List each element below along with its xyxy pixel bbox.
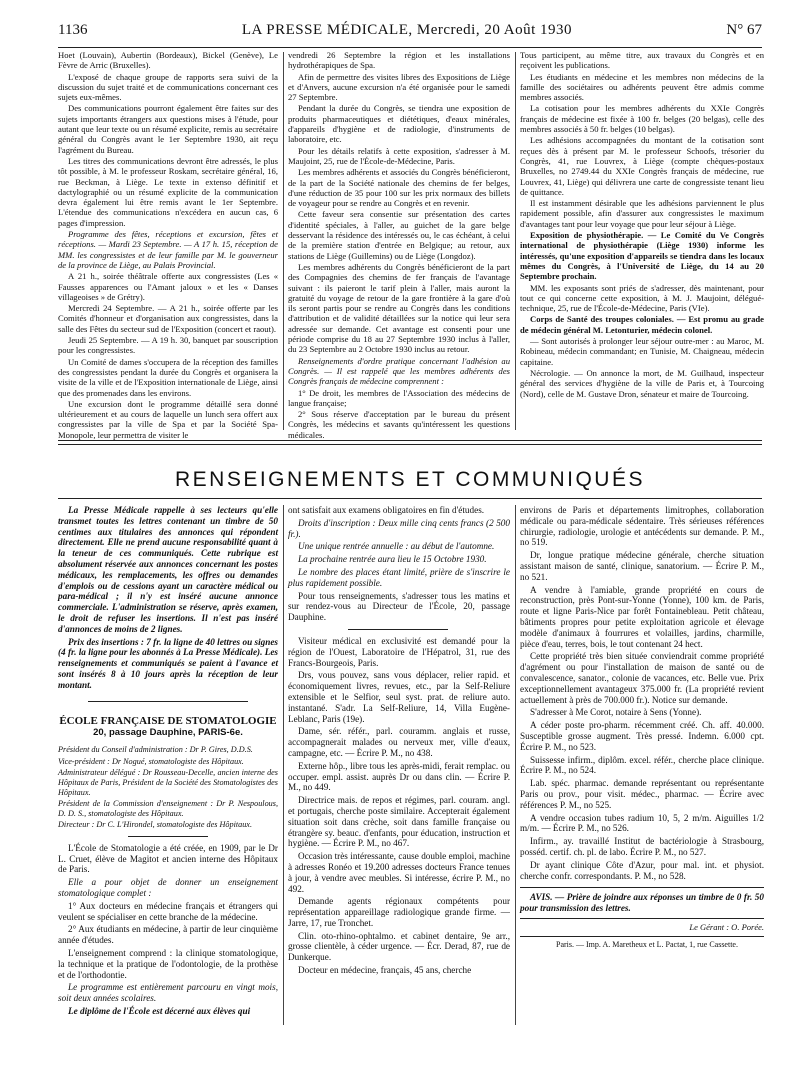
separator xyxy=(520,936,764,937)
paragraph: Les adhésions accompagnées du montant de la cotisation sont reçues dès à présent par M. le professeur Schoofs, trésorier du Congrès, 41, rue Louvrex, à Liège (compte chèques-postaux Bruxelles, no 2749.44 du XXIe Congrès français de médecine, rue Louvrex, 41, Liège) qui délivrera une carte de congressiste tenant lieu de quittance. xyxy=(520,135,764,197)
separator xyxy=(128,836,208,837)
classified-ad: A céder poste pro-pharm. récemment créé. Ch. aff. 40.000. Susceptible grosse augment. Très pressé. Indemn. 6.000 cpt. Écrire P. M., no 523. xyxy=(520,720,764,752)
paragraph: Elle a pour objet de donner un enseignement stomatologique complet : xyxy=(58,877,278,899)
imprint-line: Paris. — Imp. A. Maretheux et L. Pactat, 1, rue Cassette. xyxy=(556,939,738,949)
notice-prices: Prix des insertions : 7 fr. la ligne de 40 lettres ou signes (4 fr. la ligne pour les abonnés à La Presse Médicale). Les renseignements et communiqués se paient à l'avance et sont insérés 8 à 10 jours après la réception de leur montant. xyxy=(58,636,278,690)
classified-ad: S'adresser à Me Corot, notaire à Sens (Yonne). xyxy=(530,707,702,718)
paragraph: Les membres adhérents et associés du Congrès bénéficieront, de la part de la Société nationale des chemins de fer belges, d'une réduction de 35 pour 100 sur les prix normaux des billets de voyageur pour se rendre au Congrès et en revenir. xyxy=(288,167,510,209)
column-divider xyxy=(515,52,516,430)
paragraph: 2° Aux étudiants en médecine, à partir de leur cinquième année d'études. xyxy=(58,924,278,946)
paragraph: Corps de Santé des troupes coloniales. — Est promu au grade de médecin général M. Letonturier, médecin colonel. xyxy=(520,314,764,335)
paragraph: Il est instamment désirable que les adhésions parviennent le plus rapidement possible, afin d'assurer aux congressistes le maximum d'avantages tant pour leur voyage que pour leur séjour à Liège. xyxy=(520,198,764,229)
school-title: ÉCOLE FRANÇAISE DE STOMATOLOGIE xyxy=(59,714,277,727)
officer-line: Président de la Commission d'enseignement : Dr P. Nespoulous, D. D. S., stomatologiste des Hôpitaux. xyxy=(58,799,278,818)
paragraph: 1° Aux docteurs en médecine français et étrangers qui veulent se spécialiser en cette branche de la médecine. xyxy=(58,900,278,922)
paragraph: Une excursion dont le programme détaillé sera donné ultérieurement et au cours de laquelle un lunch sera offert aux congressistes par la ville de Spa et par la Société Spa-Monopole, leur permettra de visiter le xyxy=(58,398,278,440)
paragraph: Droits d'inscription : Deux mille cinq cents francs (2 500 fr.). xyxy=(288,517,510,539)
paragraph: Les étudiants en médecine et les membres non médecins de la famille des sociétaires ou adhérents peuvent être admis comme membres associés. xyxy=(520,71,764,103)
avis-notice: AVIS. — Prière de joindre aux réponses un timbre de 0 fr. 50 pour transmission des lettres. xyxy=(520,892,764,914)
separator xyxy=(520,887,764,888)
paragraph: Pour tous renseignements, s'adresser tous les matins et sur rendez-vous au Directeur de l'École, 20, passage Dauphine. xyxy=(288,590,510,623)
column-divider xyxy=(283,52,284,430)
gerant-line: Le Gérant : O. Porée. xyxy=(689,921,764,932)
paragraph: A 21 h., soirée théâtrale offerte aux congressistes (Les « Fausses apparences ou l'Amant jaloux » et les « Danses villageoises » de Grétry). xyxy=(58,271,278,302)
officer-line: Directeur : Dr C. L'Hirondel, stomatologiste des Hôpitaux. xyxy=(58,820,252,830)
page-header xyxy=(58,22,762,48)
officer-line: Vice-président : Dr Nogué, stomatologiste des Hôpitaux. xyxy=(58,756,244,766)
officer-line: Président du Conseil d'administration : Dr P. Gires, D.D.S. xyxy=(58,745,253,755)
paragraph: Le diplôme de l'École est décerné aux élèves qui xyxy=(68,1006,251,1017)
classified-ad: Visiteur médical en exclusivité est demandé pour la région de l'Ouest, Laboratoire de l'Hépatrol, 31, rue des Francs-Bourgeois, Paris. xyxy=(288,635,510,668)
classified-ad: Directrice mais. de repos et régimes, parl. couram. angl. et portugais, cherche poste similaire. Accepterait également situation soit dans crèche, soit dans famille française ou étrangère sy. beauc. d'enfants, pour éducation, instruction et hygiène. — Écrire P. M., no 467. xyxy=(288,795,510,849)
paragraph: Le programme est entièrement parcouru en vingt mois, soit deux années scolaires. xyxy=(58,982,278,1004)
paragraph: Afin de permettre des visites libres des Expositions de Liège et d'Anvers, aucune excursion n'a été organisée pour le samedi 27 Septembre. xyxy=(288,71,510,103)
classified-ad: Occasion très intéressante, cause double emploi, machine à adresses Ronéo et 19.200 adresses docteurs France tenues à jour, à vendre avec meubles. Si intéresse, écrire P. M., no 492. xyxy=(288,851,510,894)
paragraph: L'École de Stomatologie a été créée, en 1909, par le Dr L. Cruet, élève de Magitot et ancien interne des Hôpitaux de Paris. xyxy=(58,842,278,875)
classified-ad: Cette propriété très bien située conviendrait comme propriété d'agrément ou pour l'installation de maison de santé ou de convalescence, sanator., colonie de vacances, etc. Belle vue. Prix exceptionnellement avantageux 375.000 fr. (La propriété revient actuellement à près de 700.000 fr.). Notice sur demande. xyxy=(520,651,764,705)
classified-ad: Demande agents régionaux compétents pour représentation appareillage radiologique grande firme. — Jarre, 17, rue Tronchet. xyxy=(288,896,510,928)
paragraph: Renseignements d'ordre pratique concernant l'adhésion au Congrès. — Il est rappelé que les membres adhérents des Congrès français de médecine comprennent : xyxy=(288,355,510,387)
paragraph: L'enseignement comprend : la clinique stomatologique, la technique et la pratique de l'odontologie, de la prothèse et de l'orthodontie. xyxy=(58,948,278,980)
paragraph: vendredi 26 Septembre la région et les installations hydrothérapiques de Spa. xyxy=(288,50,510,71)
classified-ad: A vendre occasion tubes radium 10, 5, 2 m/m. Aiguilles 1/2 m/m. — Écrire P. M., no 526. xyxy=(520,812,764,834)
page-number: 1136 xyxy=(58,22,88,38)
paragraph: MM. les exposants sont priés de s'adresser, dès maintenant, pour tout ce qui concerne cette exposition, à M. J. Maujoint, délégué-technique, 25, rue de l'École-de-Médecine, Paris (VIe). xyxy=(520,282,764,314)
classified-ad: Externe hôp., libre tous les après-midi, ferait remplac. ou occuper. empl. assist. auprès Dr ou dans clin. — Écrire P. M., no 449. xyxy=(288,760,510,793)
journal-title-line: LA PRESSE MÉDICALE, Mercredi, 20 Août 1930 xyxy=(241,22,572,38)
classified-ad: Suissesse infirm., diplôm. excel. référ., cherche place clinique. Écrire P. M., no 524. xyxy=(520,754,764,776)
paragraph: Pendant la durée du Congrès, se tiendra une exposition de produits pharmaceutiques et diététiques, d'eaux minérales, d'appareils d'hygiène et de radiologie, d'instruments de laboratoire, etc. xyxy=(288,103,510,145)
classified-ad: Infirm., ay. travaillé Institut de bactériologie à Strasbourg, posséd. certif. ch. pl. de labo. Écrire P. M., no 527. xyxy=(520,836,764,857)
section-rule xyxy=(58,498,762,499)
section-rule xyxy=(58,444,762,445)
paragraph: L'exposé de chaque groupe de rapports sera suivi de la discussion du sujet traité et de communications concernant ces sujets eux-mêmes. xyxy=(58,71,278,103)
officer-line: Administrateur délégué : Dr Rousseau-Decelle, ancien interne des Hôpitaux de Paris, Président de la Société des Stomatologistes des Hôpitaux. xyxy=(58,768,278,797)
issue-number: N° 67 xyxy=(726,22,762,38)
classified-ad: Dr, longue pratique médecine générale, cherche situation assistant maison de santé, clinique, sanatorium. — Écrire P. M., no 521. xyxy=(520,550,764,582)
classified-ad: Clin. oto-rhino-ophtalmo. et cabinet dentaire, 9e arr., grosse clientèle, à céder urgence. — Écr. Derad, 87, rue de Dunkerque. xyxy=(288,930,510,963)
paragraph: La prochaine rentrée aura lieu le 15 Octobre 1930. xyxy=(298,554,487,565)
paragraph: Programme des fêtes, réceptions et excursion, fêtes et réceptions. — Mardi 23 Septembre. — A 17 h. 15, réception de MM. les congressistes et de leur famille par M. le gouverneur de la province de Liège, au Palais Provincial. xyxy=(58,229,278,270)
separator xyxy=(520,918,764,919)
paragraph: Jeudi 25 Septembre. — A 19 h. 30, banquet par souscription pour les congressistes. xyxy=(58,335,278,356)
column-divider xyxy=(515,505,516,1025)
section-rule xyxy=(58,440,762,441)
paragraph: Un Comité de dames s'occupera de la réception des familles des congressistes pendant la durée du Congrès et organisera la visite de la ville et de l'Exposition internationale de Liège, ainsi que des promenades dans les environs. xyxy=(58,356,278,398)
section-banner: RENSEIGNEMENTS ET COMMUNIQUÉS xyxy=(175,468,645,491)
classified-ad: Dame, sér. référ., parl. couramm. anglais et russe, accompagnerait malades ou nerveux mer, ville d'eaux, campagne, etc. — Écrire P. M., no 438. xyxy=(288,726,510,758)
separator xyxy=(348,629,448,630)
paragraph: Nécrologie. — On annonce la mort, de M. Guilhaud, inspecteur général des services d'hygiène de la ville de Paris et, à Tourcoing (Nord), celle de M. Gustave Dron, sénateur et maire de Tourcoing. xyxy=(520,367,764,399)
bottom-column-1 xyxy=(58,505,278,1025)
school-address: 20, passage Dauphine, PARIS-6e. xyxy=(93,727,243,739)
classified-ad: Drs, vous pouvez, sans vous déplacer, relier rapid. et économiquement livres, revues, etc., par la Self-Reliure extensible et le Selfior, seul syst. prat. de reliure auto. instantané. S'adr. La Self-Reliure, 14, Villa Eugène-Leblanc, Paris (19e). xyxy=(288,670,510,724)
paragraph: Mercredi 24 Septembre. — A 21 h., soirée offerte par les Comités d'honneur et d'organisation aux congressistes, dans la salle des Fêtes du secteur sud de l'Exposition (concert et raout). xyxy=(58,303,278,334)
paragraph: Les titres des communications devront être adressés, le plus tôt possible, à M. le professeur Roskam, secrétaire général, 16, rue Beckman, à Liège. Le texte in extenso définitif et dactylographié ou un résumé explicite de la communication devra également lui être remis avant le 1er Septembre. L'étendue des communications n'excédera en aucun cas, 6 pages d'impression. xyxy=(58,155,278,228)
school-officers xyxy=(58,745,278,830)
classified-ad: Dr ayant clinique Côte d'Azur, pour mal. int. et physiot. cherche confr. correspondants. P. M., no 528. xyxy=(520,859,764,881)
classified-ad: Docteur en médecine, français, 45 ans, cherche xyxy=(298,965,472,976)
paragraph: Pour les détails relatifs à cette exposition, s'adresser à M. Maujoint, 25, rue de l'École-de-Médecine, Paris. xyxy=(288,145,510,166)
paragraph: Exposition de physiothérapie. — Le Comité du Ve Congrès international de physiothérapie (Liège 1930) informe les intéressés, qu'une exposition d'appareils se tiendra dans les locaux mêmes du Congrès, à l'Université de Liège, du 14 au 20 Septembre prochain. xyxy=(520,230,764,282)
paragraph: Le nombre des places étant limité, prière de s'inscrire le plus rapidement possible. xyxy=(288,566,510,588)
paragraph: Des communications pourront également être faites sur des sujets importants étrangers aux questions mises à l'étude, pour autant que leur texte ou un résumé explicite, remis au secrétaire général du Congrès avant le 1er Septembre 1930, ait reçu l'agrément du Bureau. xyxy=(58,103,278,155)
paragraph: 2° Sous réserve d'acceptation par le bureau du présent Congrès, les médecins et savants qu'intéressent les questions médicales. xyxy=(288,409,510,440)
classified-ad: A vendre à l'amiable, grande propriété en cours de reconstruction, près Pont-sur-Yonne (Yonne), 100 km. de Paris, route et ligne Paris-Nice par forêt Fontainebleau. Petit château, bâtiments propres pour petite exploitation agricole et élevage modèle d'animaux à fourrures et volailles, jardins, charmille, pièce d'eau, terres, bois, le tout contenant 24 hect. xyxy=(520,584,764,649)
paragraph: 1° De droit, les membres de l'Association des médecins de langue française; xyxy=(288,387,510,408)
bottom-column-2 xyxy=(288,505,510,1025)
paragraph: — Sont autorisés à prolonger leur séjour outre-mer : au Maroc, M. Robineau, médecin commandant; en Tunisie, M. Chaigneau, médecin capitaine. xyxy=(520,336,764,367)
notice-intro: La Presse Médicale rappelle à ses lecteurs qu'elle transmet toutes les lettres contenant un timbre de 50 centimes aux titulaires des annonces qui répondent directement. Elle ne prend aucune responsabilité quant à la teneur de ces communiqués. Cette rubrique est absolument réservée aux annonces concernant les postes médicaux, les remplacements, les offres ou demandes d'emplois ou de cessions ayant un caractère médical ou para-médical ; il n'y est inséré aucune annonce commerciale. L'administration se réserve, après examen, le droit de refuser les insertions. Il n'est pas inséré d'annonces de moins de 2 lignes. xyxy=(58,505,278,634)
paragraph: La cotisation pour les membres adhérents du XXIe Congrès français de médecine est fixée à 100 fr. belges (20 belgas), celle des membres associés à 50 fr. belges (10 belgas). xyxy=(520,103,764,135)
paragraph: Cette faveur sera consentie sur présentation des cartes d'identité spéciales, à l'aller, au guichet de la gare belge desservant la résidence des intéressés ou, le cas échéant, à celui de la première station d'entrée en Belgique; au retour, aux stations de Liège (Guillemins) ou de Liège (Longdoz). xyxy=(288,209,510,261)
separator xyxy=(88,701,248,702)
paragraph: Tous participent, au même titre, aux travaux du Congrès et en reçoivent les publications. xyxy=(520,50,764,71)
column-divider xyxy=(283,505,284,1025)
paragraph: ont satisfait aux examens obligatoires en fin d'études. xyxy=(288,505,485,515)
paragraph: Les membres adhérents du Congrès bénéficieront de la part des Compagnies des chemins de fer français de l'avantage suivant : ils paieront le tarif plein à l'aller, mais auront la gratuité du voyage de retour de la gare frontière à la gare d'où ils seront partis pour se rendre au Congrès dans les conditions d'attribution et de validité détaillées sur la notice qui leur sera adressée sur demande. Cet avantage est consenti pour une période comprise du 18 au 27 Septembre 1930 inclus à l'aller, du 23 Septembre au 2 Octobre 1930 inclus au retour. xyxy=(288,261,510,355)
top-column-1 xyxy=(58,50,278,440)
classified-ad: environs de Paris et départements limitrophes, collaboration médicale ou para-médicale sédentaire. Très sérieuses références chirurgie, radiologie, urologie et antécédents sur demande. P. M., no 519. xyxy=(520,505,764,548)
paragraph: Hoet (Louvain), Aubertin (Bordeaux), Bickel (Genève), Le Fèvre de Arric (Bruxelles). xyxy=(58,50,278,71)
classified-ad: Lab. spéc. pharmac. demande représentant ou représentante Paris ou prov., pour visit. médec., pharmac. — Écrire avec références P. M., no 525. xyxy=(520,778,764,810)
top-column-3 xyxy=(520,50,764,430)
top-column-2 xyxy=(288,50,510,440)
bottom-column-3 xyxy=(520,505,764,1025)
paragraph: Une unique rentrée annuelle : au début de l'automne. xyxy=(298,541,495,552)
